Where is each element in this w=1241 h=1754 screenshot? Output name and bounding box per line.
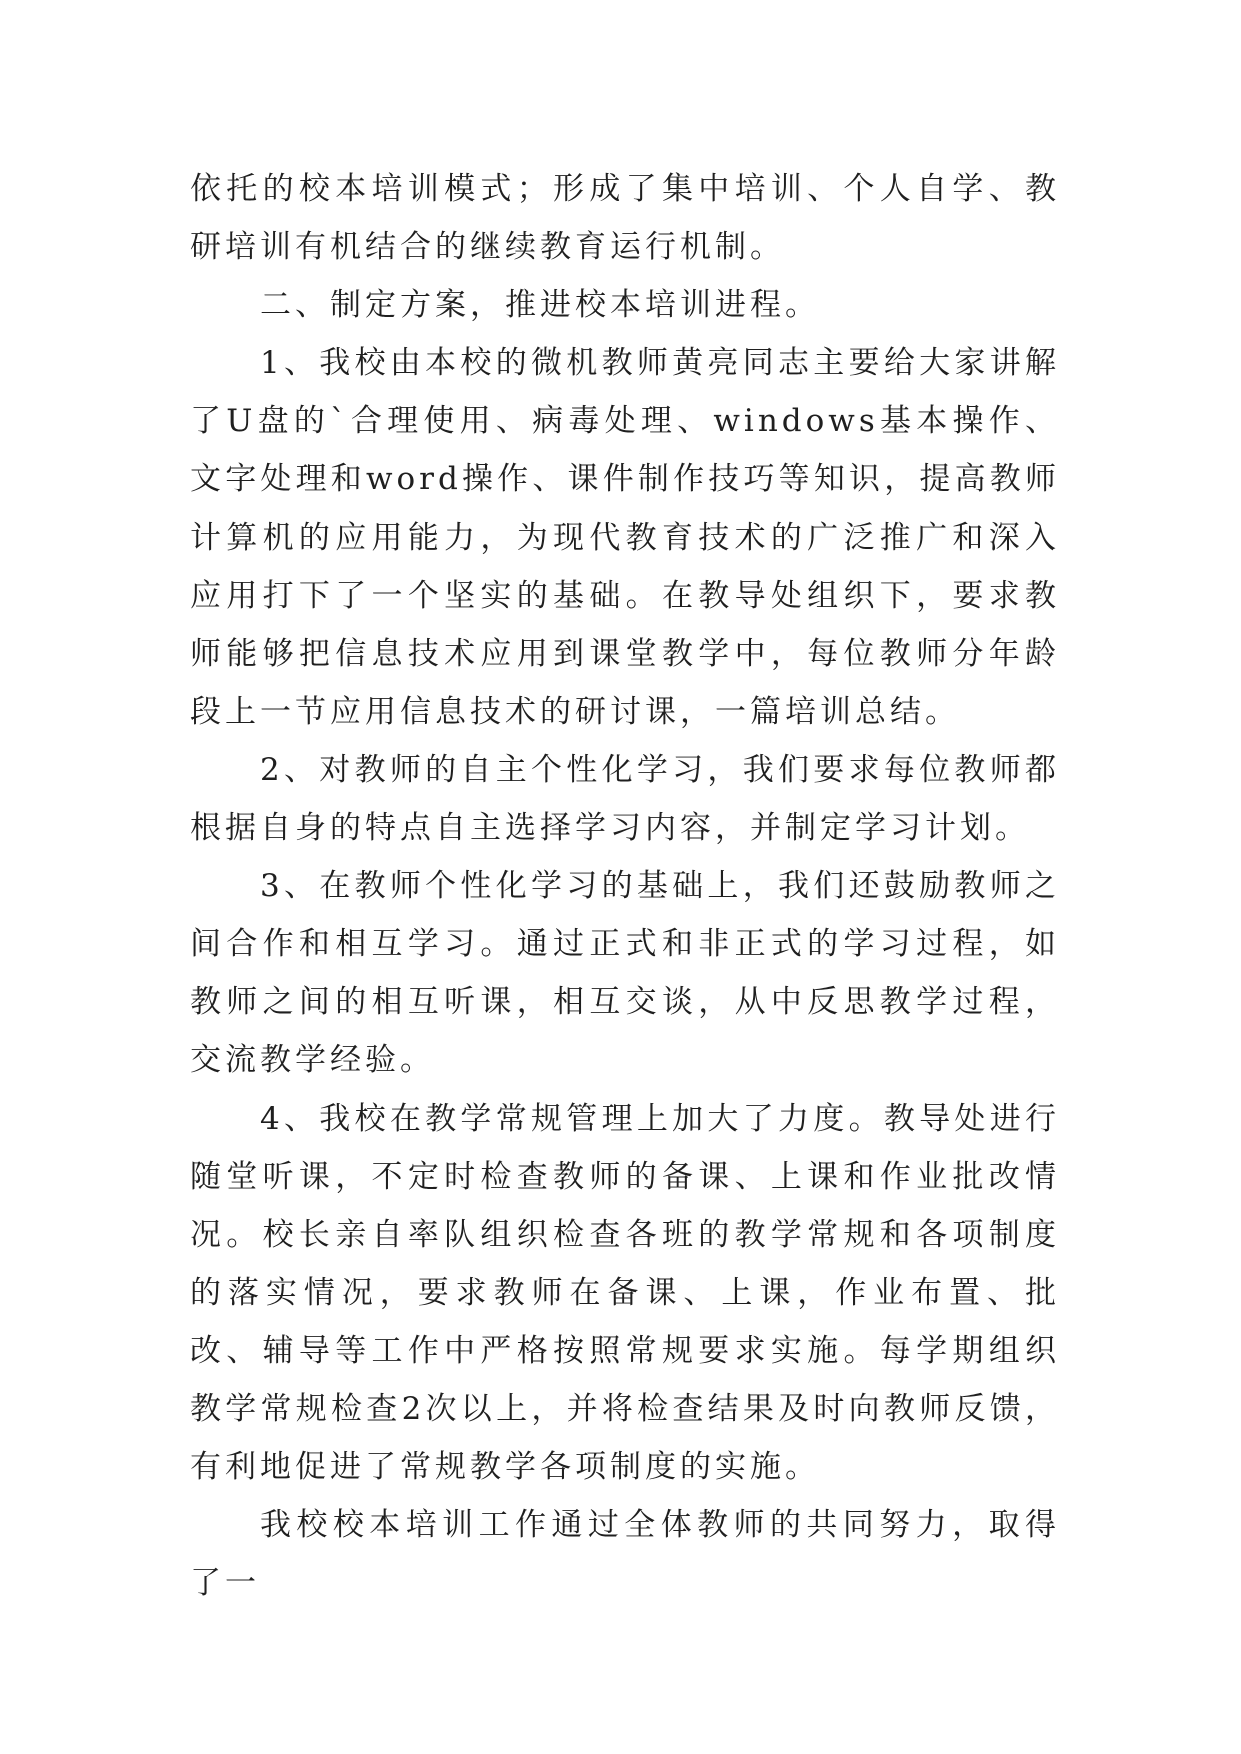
paragraph-continuation: 依托的校本培训模式；形成了集中培训、个人自学、教研培训有机结合的继续教育运行机制。	[190, 171, 1060, 266]
paragraph-item-3: 3、在教师个性化学习的基础上，我们还鼓励教师之间合作和相互学习。通过正式和非正式的学习过程，如教师之间的相互听课，相互交谈，从中反思教学过程，交流教学经验。	[190, 868, 1060, 1079]
paragraph-conclusion: 我校校本培训工作通过全体教师的共同努力，取得了一	[190, 1507, 1060, 1602]
paragraph-item-2: 2、对教师的自主个性化学习，我们要求每位教师都根据自身的特点自主选择学习内容，并制定学习计划。	[190, 751, 1060, 847]
document-body	[190, 160, 1060, 1612]
paragraph-item-1: 1、我校由本校的微机教师黄亮同志主要给大家讲解了U盘的`合理使用、病毒处理、windows基本操作、文字处理和word操作、课件制作技巧等知识，提高教师计算机的应用能力，为现代教育技术的广泛推广和深入应用打下了一个坚实的基础。在教导处组织下，要求教师能够把信息技术应用到课堂教学中，每位教师分年龄段上一节应用信息技术的研讨课，一篇培训总结。	[190, 345, 1060, 730]
section-heading: 二、制定方案，推进校本培训进程。	[260, 287, 820, 324]
paragraph-item-4: 4、我校在教学常规管理上加大了力度。教导处进行随堂听课，不定时检查教师的备课、上课和作业批改情况。校长亲自率队组织检查各班的教学常规和各项制度的落实情况，要求教师在备课、上课，作业布置、批改、辅导等工作中严格按照常规要求实施。每学期组织教学常规检查2次以上，并将检查结果及时向教师反馈，有利地促进了常规教学各项制度的实施。	[190, 1100, 1060, 1486]
